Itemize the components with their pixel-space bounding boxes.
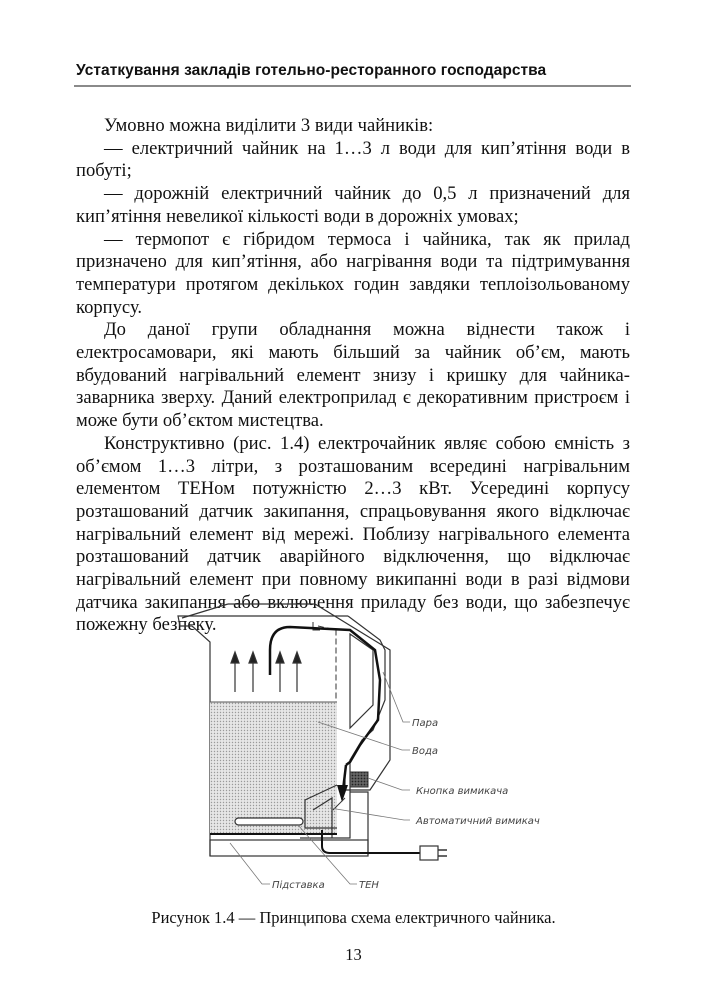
label-steam: Пара xyxy=(412,718,439,729)
kettle-schematic-diagram xyxy=(170,596,550,896)
label-water: Вода xyxy=(412,746,439,757)
paragraph-samovar: До даної групи обладнання можна віднести також і електросамовари, які мають більший за чайник об’єм, мають вбудований нагрівальний елемент знизу і кришку для чайника-заварника зверху. Даний електроприлад є декоративним пристроєм і може бути об’єктом мистецтва. xyxy=(76,319,630,432)
plug xyxy=(420,846,438,860)
label-switch-button: Кнопка вимикача xyxy=(416,786,509,797)
page-number: 13 xyxy=(345,945,362,964)
switch-button-block xyxy=(350,772,368,787)
paragraph-item-travel-kettle: — дорожній електричний чайник до 0,5 л призначений для кип’ятіння невеликої кількості води в дорожніх умовах; xyxy=(76,183,630,227)
running-header-title: Устаткування закладів готельно-ресторанного господарства xyxy=(76,62,547,79)
body-text xyxy=(76,115,630,637)
paragraph-intro: Умовно можна виділити 3 види чайників: xyxy=(104,115,434,136)
figure-caption: Рисунок 1.4 — Принципова схема електричного чайника. xyxy=(151,908,556,927)
water-volume xyxy=(210,702,337,834)
heater-element xyxy=(235,818,303,825)
label-auto-switch: Автоматичний вимикач xyxy=(416,816,540,827)
paragraph-item-thermopot: — термопот є гібридом термоса і чайника, так як прилад призначено для кип’ятіння, або нагрівання води та підтримування температури протягом декількох годин завдяки теплоізольованому корпусу. xyxy=(76,228,630,318)
label-heater: ТЕН xyxy=(359,880,379,891)
steam-arrows xyxy=(231,652,301,692)
label-stand: Підставка xyxy=(272,880,325,891)
paragraph-construction: Конструктивно (рис. 1.4) електрочайник являє собою ємність з об’ємом 1…3 літри, з розташованим всередині нагрівальним елементом ТЕНом потужністю 2…3 кВт. Усередині корпусу розташований датчик закипання, спрацьовування якого відключає нагрівальний елемент від мережі. Поблизу нагрівального елемента розташований датчик аварійного відключення, що відключає нагрівальний елемент при повному википанні води в разі відмови датчика закипання або включення приладу без води, що забезпечує пожежну безпеку. xyxy=(76,432,630,636)
paragraph-item-household-kettle: — електричний чайник на 1…3 л води для кип’ятіння води в побуті; xyxy=(76,137,630,182)
header-rule xyxy=(74,85,631,87)
